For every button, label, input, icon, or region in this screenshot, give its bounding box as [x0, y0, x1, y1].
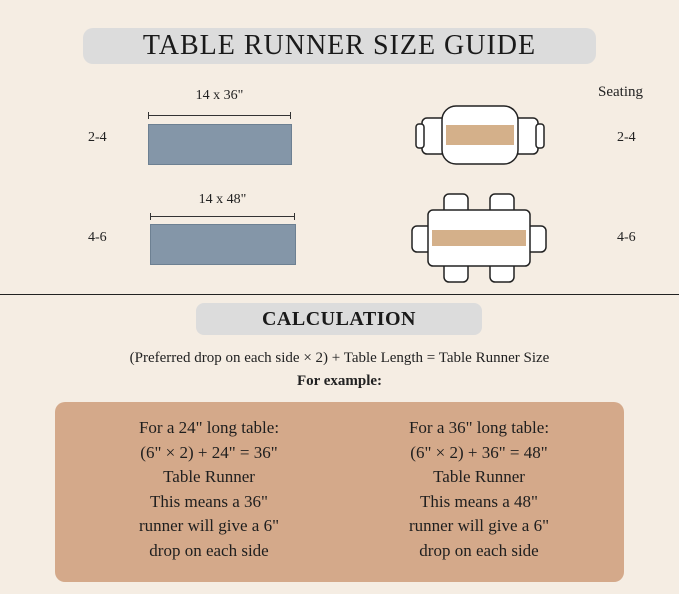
calculation-heading: CALCULATION: [196, 303, 482, 335]
example-right-line: runner will give a 6": [408, 516, 550, 536]
example-left-line: drop on each side: [149, 540, 269, 560]
row-label-large: 4-6: [88, 230, 107, 245]
seating-value-large: 4-6: [617, 230, 636, 245]
example-left: [84, 416, 334, 564]
example-right-line: For a 36" long table:: [408, 418, 550, 437]
section-divider: [0, 294, 679, 295]
example-right: [354, 416, 604, 564]
example-left-line: This means a 36": [150, 491, 268, 511]
example-left-line: For a 24" long table:: [138, 418, 280, 437]
example-left-line: Table Runner: [163, 467, 255, 487]
dimension-line-small: [148, 115, 291, 116]
runner-size-label-small: 14 x 36": [195, 88, 244, 103]
example-right-line: This means a 48": [420, 491, 538, 511]
example-right-line: Table Runner: [433, 467, 525, 487]
runner-swatch-large: [150, 224, 296, 265]
table-2-4-illustration: [410, 100, 550, 170]
example-left-line: (6" × 2) + 24" = 36": [140, 442, 278, 462]
runner-size-label-large: 14 x 48": [198, 192, 247, 207]
table-4-6-illustration: [408, 190, 550, 286]
calculation-formula: (Preferred drop on each side × 2) + Table Length = Table Runner Size: [129, 350, 550, 366]
example-left-line: runner will give a 6": [138, 516, 280, 536]
example-right-line: drop on each side: [419, 540, 539, 560]
page-title: TABLE RUNNER SIZE GUIDE: [83, 28, 596, 64]
example-right-line: (6" × 2) + 36" = 48": [410, 442, 548, 462]
seating-header: Seating: [598, 84, 643, 100]
row-label-small: 2-4: [88, 130, 107, 145]
dimension-line-large: [150, 216, 295, 217]
runner-swatch-small: [148, 124, 292, 165]
example-label: For example:: [296, 373, 383, 389]
seating-value-small: 2-4: [617, 130, 636, 145]
